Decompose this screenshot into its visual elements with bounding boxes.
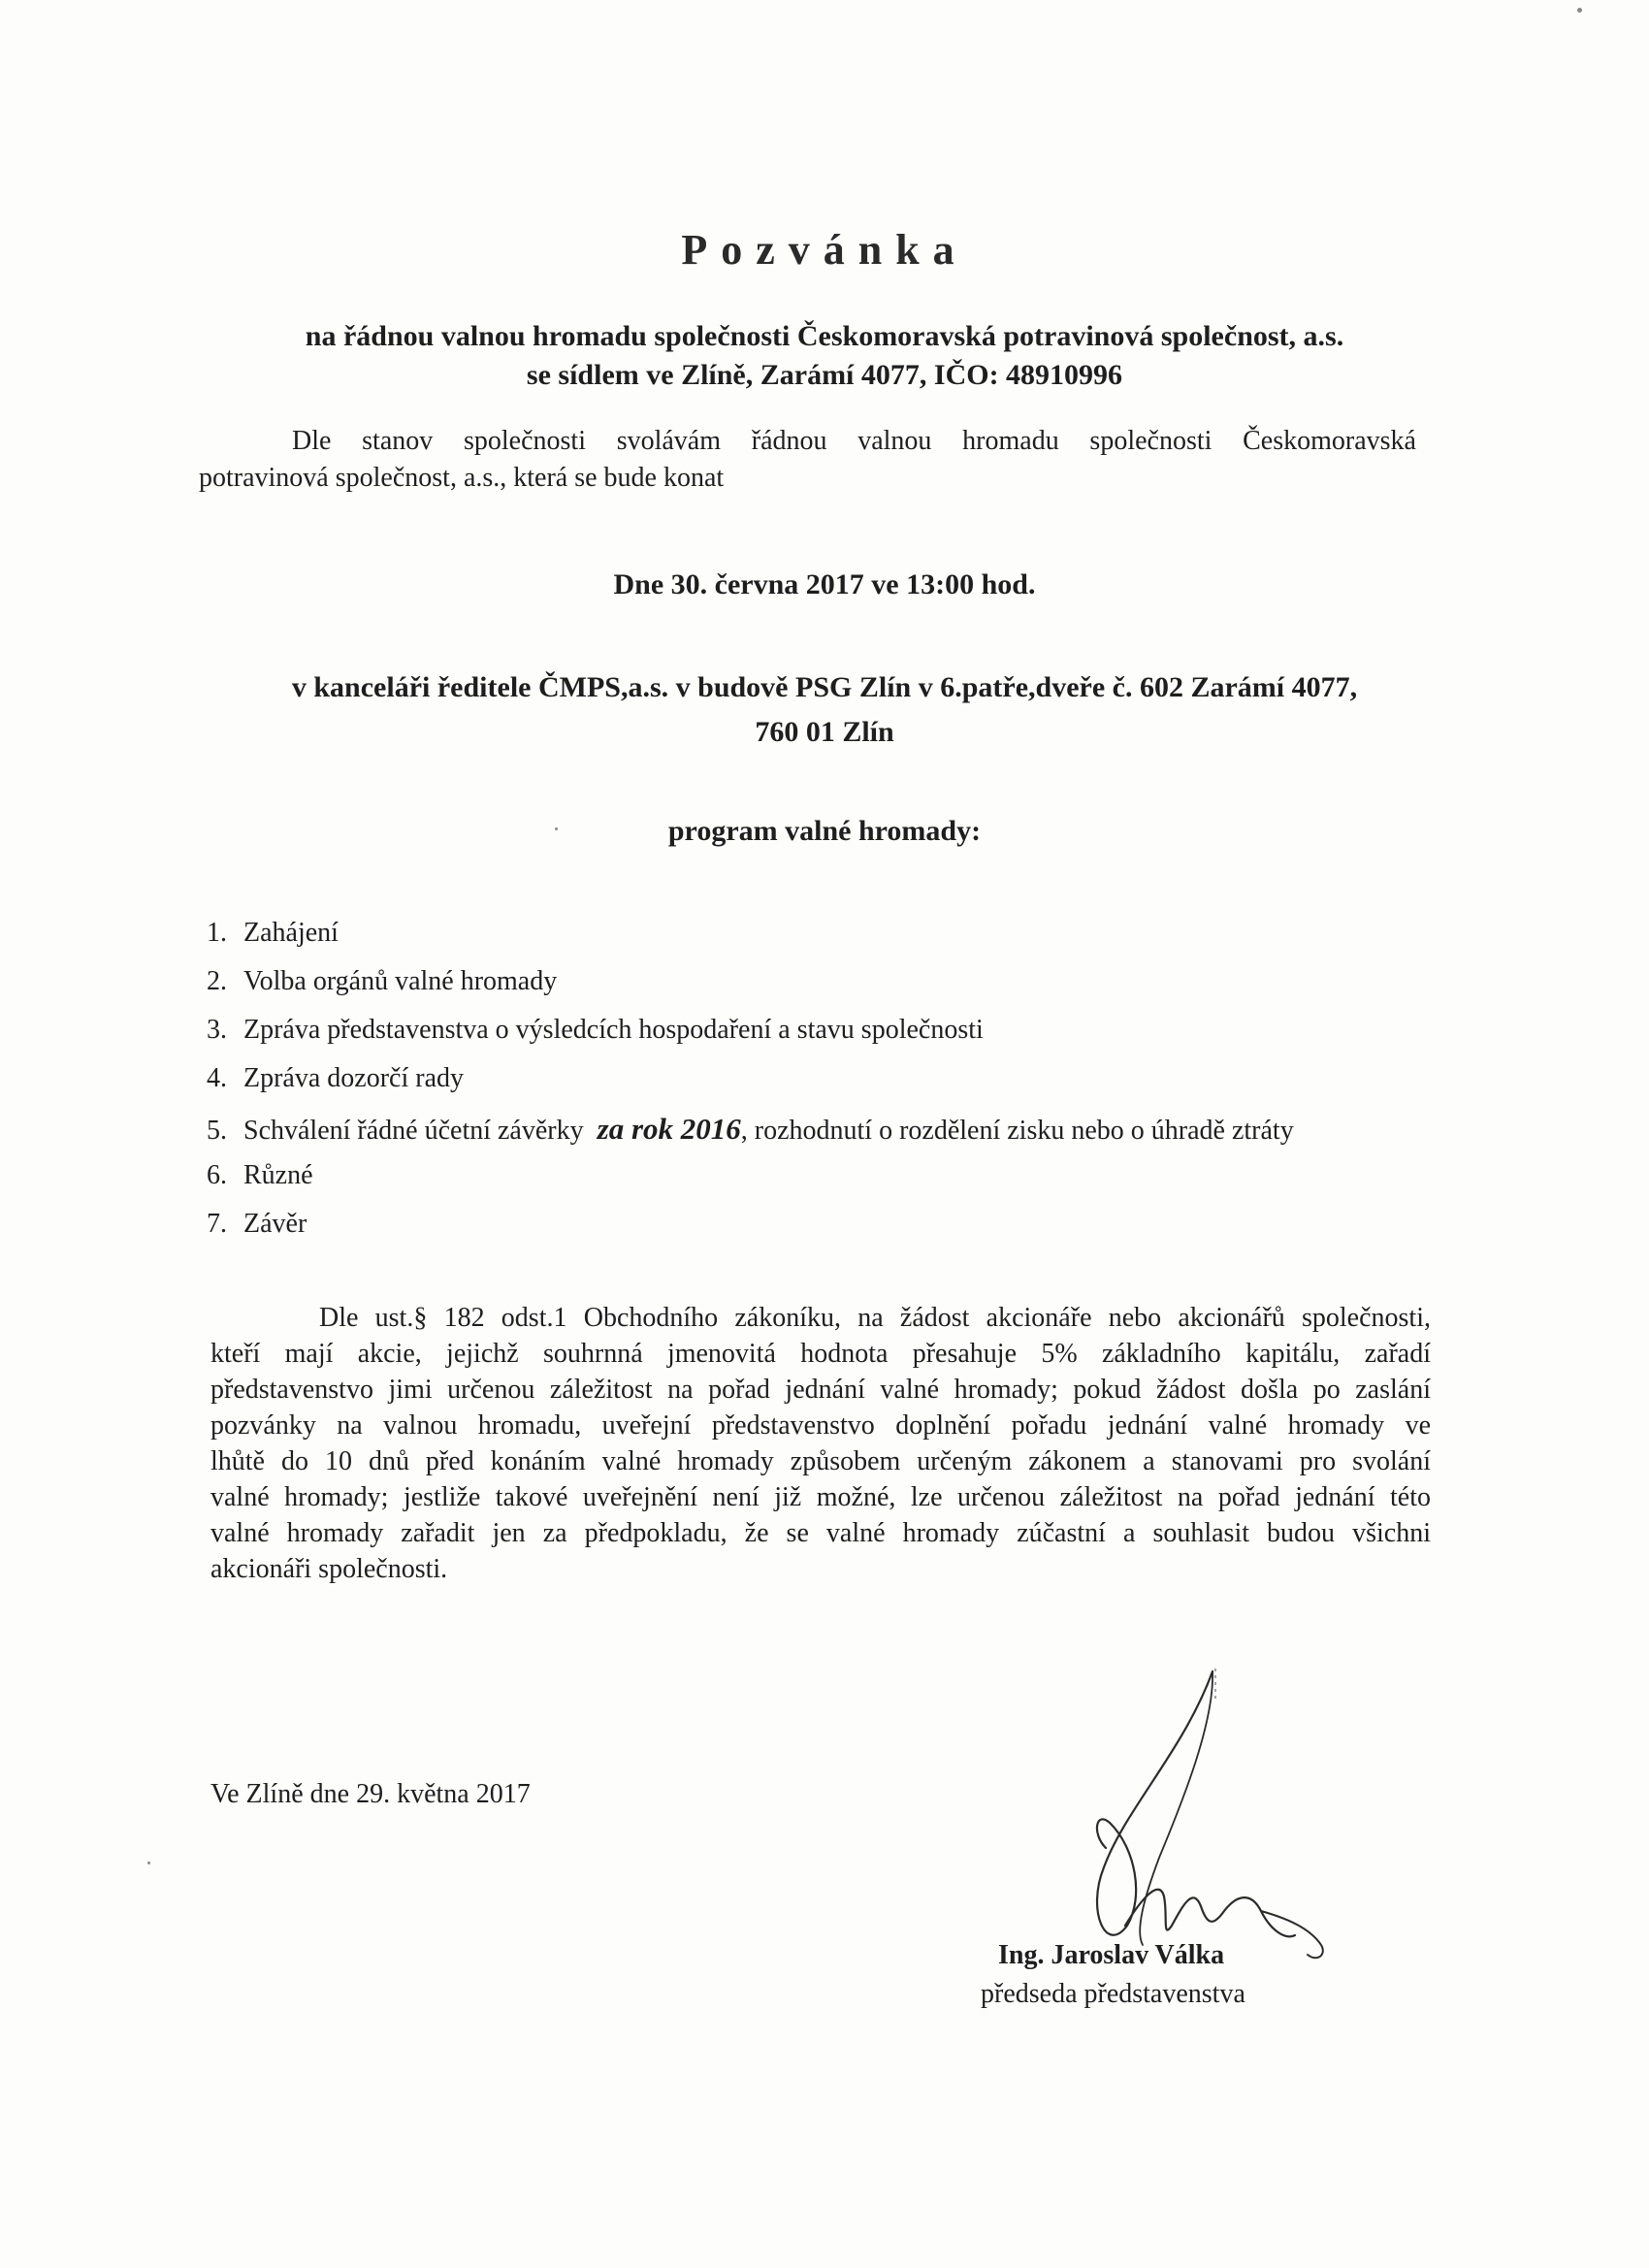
venue-line: v kanceláři ředitele ČMPS,a.s. v budově PSG Zlín v 6.patře,dveře č. 602 Zarámí 4077, <box>291 671 1358 703</box>
agenda-number: 3. <box>207 1015 227 1045</box>
agenda-number: 2. <box>207 966 227 996</box>
scan-speck <box>147 1862 150 1864</box>
scan-speck <box>1577 8 1582 13</box>
paragraph-line: lhůtě do 10 dnů před konáním valné hromady způsobem určeným zákonem a stanovami pro svolání <box>210 1446 1431 1476</box>
agenda-number: 5. <box>207 1116 227 1146</box>
agenda-emphasis: za rok 2016 <box>597 1112 741 1146</box>
date-place: Ve Zlíně dne 29. května 2017 <box>210 1779 531 1809</box>
intro-line: potravinová společnost, a.s., která se bude konat <box>199 463 725 493</box>
handwritten-signature <box>1067 1664 1358 1984</box>
agenda-text: Různé <box>243 1160 313 1190</box>
agenda-item <box>207 1063 464 1094</box>
agenda-item <box>207 1209 307 1240</box>
paragraph-line: kteří mají akcie, jejichž souhrnná jmenovitá hodnota přesahuje 5% základního kapitálu, zařadí <box>210 1339 1431 1369</box>
legal-paragraph <box>210 1300 1431 1587</box>
paragraph-line: akcionáři společnosti. <box>210 1554 448 1584</box>
agenda-item <box>207 1160 313 1191</box>
scan-speck <box>555 827 558 830</box>
paragraph-line: valné hromady; jestliže takové uveřejnění není již možné, lze určenou záležitost na pořad jednání této <box>210 1482 1431 1512</box>
agenda-text: Závěr <box>243 1209 307 1239</box>
meeting-date: Dne 30. června 2017 ve 13:00 hod. <box>613 568 1036 600</box>
paragraph-line: valné hromady zařadit jen za předpokladu, že se valné hromady zúčastní a souhlasit budou všichni <box>210 1518 1431 1548</box>
agenda-text: Zpráva představenstva o výsledcích hospodaření a stavu společnosti <box>243 1015 984 1045</box>
agenda-item <box>207 1112 1294 1147</box>
agenda-text: Zahájení <box>243 918 339 948</box>
agenda-text: Zpráva dozorčí rady <box>243 1063 464 1093</box>
paragraph-line: Dle ust.§ 182 odst.1 Obchodního zákoníku, na žádost akcionáře nebo akcionářů společnosti, <box>319 1303 1431 1333</box>
agenda-number: 4. <box>207 1063 227 1093</box>
agenda-text: Schválení řádné účetní závěrky <box>243 1116 584 1146</box>
subtitle-company: na řádnou valnou hromadu společnosti Českomoravská potravinová společnost, a.s. <box>305 320 1344 352</box>
program-heading: program valné hromady: <box>667 815 982 847</box>
signatory-role: předseda představenstva <box>981 1979 1245 2009</box>
document-title: Pozvánka <box>681 226 968 274</box>
agenda-item <box>207 918 339 949</box>
agenda-number: 1. <box>207 918 227 948</box>
signatory-name: Ing. Jaroslav Válka <box>998 1940 1225 1970</box>
agenda-number: 7. <box>207 1209 227 1239</box>
paragraph-line: pozvánky na valnou hromadu, uveřejní představenstvo doplnění pořadu jednání valné hromady ve <box>210 1410 1431 1441</box>
agenda-text: Volba orgánů valné hromady <box>243 966 558 996</box>
agenda-item <box>207 1015 984 1046</box>
agenda-number: 6. <box>207 1160 227 1190</box>
agenda-text: , rozhodnutí o rozdělení zisku nebo o úhradě ztráty <box>740 1116 1294 1146</box>
intro-paragraph <box>199 423 1416 497</box>
intro-line: Dle stanov společnosti svolávám řádnou valnou hromadu společnosti Českomoravská <box>292 426 1416 456</box>
paragraph-line: představenstvo jimi určenou záležitost na pořad jednání valné hromady; pokud žádost došla po zaslání <box>210 1375 1431 1405</box>
agenda-item <box>207 966 557 997</box>
venue-city: 760 01 Zlín <box>755 716 894 748</box>
subtitle-address: se sídlem ve Zlíně, Zarámí 4077, IČO: 48910996 <box>526 359 1123 391</box>
